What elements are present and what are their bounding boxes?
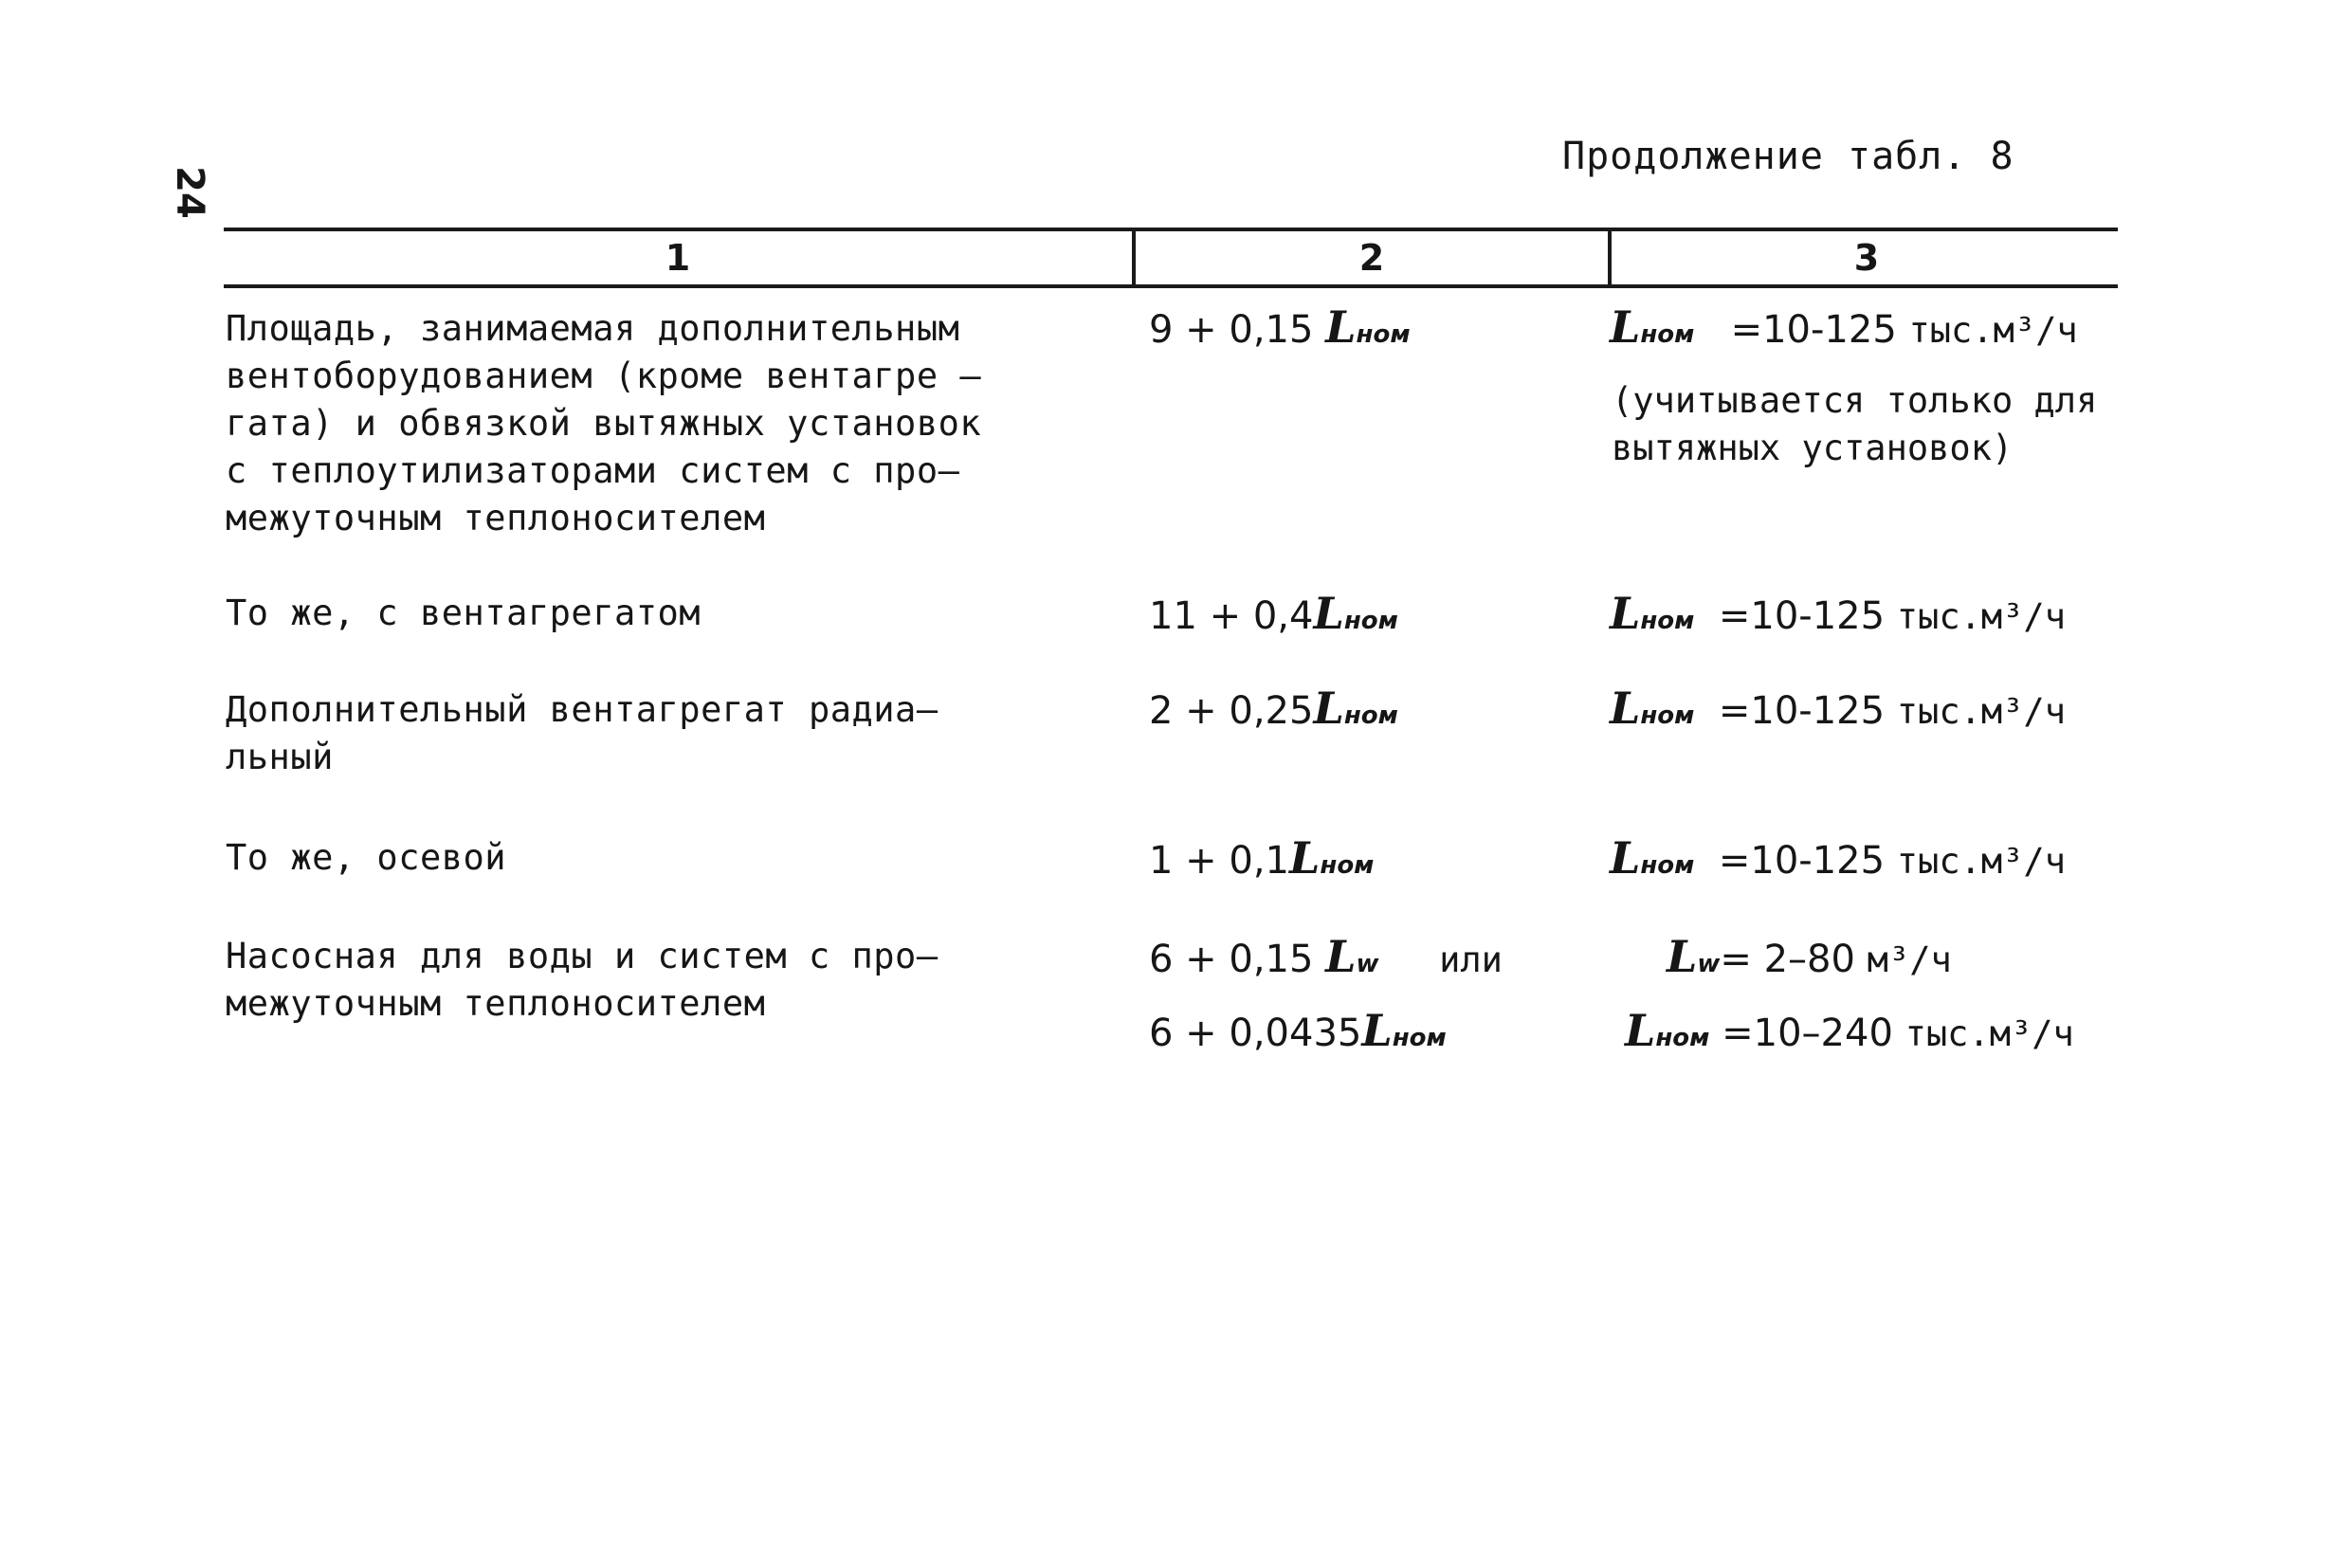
range-value: =10–240 — [1722, 1012, 1893, 1055]
range-value: = 2–80 — [1720, 938, 1855, 981]
row-range — [1610, 825, 2066, 899]
flow-subscript: ном — [1640, 702, 1695, 730]
row-range — [1610, 675, 2066, 749]
flow-symbol: L — [1610, 832, 1641, 884]
row-formula — [1149, 923, 1503, 1071]
flow-subscript: ном — [1320, 851, 1375, 880]
table-caption: Продолжение табл. 8 — [1562, 135, 2014, 178]
flow-symbol: L — [1313, 588, 1344, 639]
formula-prefix: 1 + 0,1 — [1149, 839, 1290, 883]
range-line — [1610, 675, 2066, 749]
row-description: Насосная для воды и систем с про– межуточным теплоносителем — [226, 936, 939, 1024]
flow-symbol: L — [1289, 832, 1321, 884]
formula-prefix: 11 + 0,4 — [1149, 594, 1314, 638]
flow-subscript: ном — [1343, 607, 1398, 635]
formula-line — [1149, 825, 1374, 899]
formula-prefix: 6 + 0,15 — [1149, 938, 1326, 981]
flow-subscript: w — [1697, 950, 1721, 978]
range-unit: тыс.м³/ч — [1896, 841, 2066, 882]
flow-symbol: L — [1610, 588, 1641, 639]
flow-symbol: L — [1325, 301, 1357, 353]
row-formula — [1149, 675, 1398, 749]
row-range — [1610, 580, 2066, 654]
flow-symbol: L — [1361, 1005, 1393, 1056]
header-col-2: 2 — [1132, 231, 1608, 284]
row-range — [1610, 923, 2074, 1071]
formula-line — [1149, 923, 1503, 997]
formula-or: или — [1439, 939, 1503, 980]
flow-symbol: L — [1313, 683, 1344, 734]
flow-subscript: ном — [1392, 1024, 1447, 1052]
row-description: Площадь, занимаемая дополнительным вентоборудованием (кроме вентагре – гата) и обвязкой вытяжных установок с теплоутилизаторами систем с про– межуточным теплоносителем — [226, 308, 982, 538]
table-header — [224, 228, 2118, 288]
flow-subscript: ном — [1640, 851, 1695, 880]
range-line — [1610, 825, 2066, 899]
range-line — [1610, 997, 2074, 1071]
row-description: То же, с вентагрегатом — [226, 593, 702, 633]
range-unit: тыс.м³/ч — [1896, 691, 2066, 732]
flow-symbol: L — [1610, 301, 1641, 353]
range-line — [1610, 580, 2066, 654]
range-unit: м³/ч — [1867, 939, 1952, 980]
range-unit: тыс.м³/ч — [1896, 596, 2066, 637]
formula-line — [1149, 580, 1398, 654]
flow-subscript: ном — [1655, 1024, 1710, 1052]
flow-symbol: L — [1625, 1005, 1656, 1056]
formula-prefix: 6 + 0,0435 — [1149, 1012, 1362, 1055]
flow-symbol: L — [1667, 931, 1698, 982]
flow-symbol: L — [1325, 931, 1357, 982]
range-value: =10-125 — [1718, 839, 1886, 883]
formula-prefix: 2 + 0,25 — [1149, 689, 1314, 733]
row-formula — [1149, 580, 1398, 654]
row-description: Дополнительный вентагрегат радиа– льный — [226, 689, 939, 777]
header-col-1: 1 — [665, 237, 691, 279]
range-line — [1610, 294, 2078, 368]
row-description: То же, осевой — [226, 837, 507, 878]
formula-line — [1149, 675, 1398, 749]
page-number: 24 — [167, 166, 211, 219]
row-formula — [1149, 825, 1374, 899]
flow-subscript: ном — [1640, 320, 1695, 349]
flow-subscript: w — [1356, 950, 1379, 978]
row-range — [1610, 294, 2078, 368]
range-value: =10-125 — [1718, 594, 1886, 638]
range-value: =10-125 — [1730, 308, 1897, 352]
formula-prefix: 9 + 0,15 — [1149, 308, 1326, 352]
row-formula — [1149, 294, 1411, 368]
row-note: (учитывается только для вытяжных установок) — [1612, 380, 2098, 468]
formula-line — [1149, 294, 1411, 368]
flow-subscript: ном — [1640, 607, 1695, 635]
flow-subscript: ном — [1356, 320, 1411, 349]
header-col-3: 3 — [1608, 231, 2122, 284]
range-unit: тыс.м³/ч — [1908, 310, 2078, 351]
range-unit: тыс.м³/ч — [1904, 1013, 2074, 1054]
range-value: =10-125 — [1718, 689, 1886, 733]
range-line — [1610, 923, 2074, 997]
flow-subscript: ном — [1343, 702, 1398, 730]
formula-line — [1149, 997, 1503, 1071]
flow-symbol: L — [1610, 683, 1641, 734]
